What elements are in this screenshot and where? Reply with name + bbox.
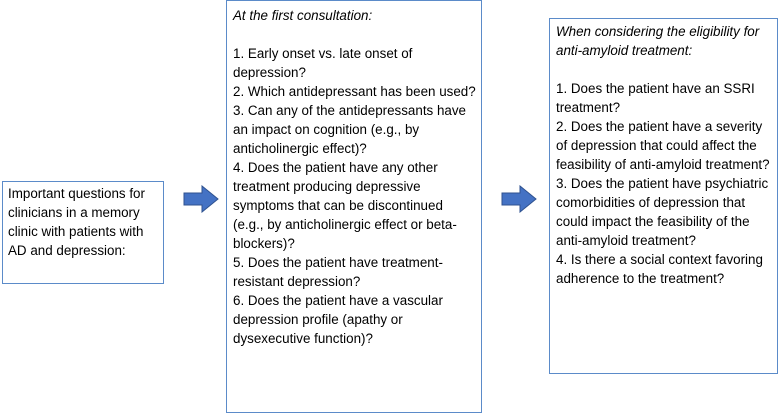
list-item: 1. Early onset vs. late onset of depression? (233, 46, 413, 80)
arrow-right-icon (183, 185, 219, 213)
intro-text: Important questions for clinicians in a memory clinic with patients with AD and depression: (8, 186, 145, 258)
anti-amyloid-eligibility-heading: When considering the eligibility for anti-amyloid treatment: (556, 24, 760, 58)
list-item: 3. Can any of the antidepressants have an impact on cognition (e.g., by anticholinergic effect)? (233, 103, 467, 156)
list-item: 1. Does the patient have an SSRI treatment? (556, 81, 755, 115)
anti-amyloid-eligibility-box (549, 18, 778, 374)
list-item: 4. Is there a social context favoring adherence to the treatment? (556, 252, 763, 286)
list-item: 2. Which antidepressant has been used? (233, 84, 476, 99)
first-consultation-heading: At the first consultation: (233, 8, 373, 23)
arrow-right-icon (501, 185, 537, 213)
list-item: 6. Does the patient have a vascular depression profile (apathy or dysexecutive function)? (233, 293, 443, 346)
list-item: 3. Does the patient have psychiatric comorbidities of depression that could impact the feasibility of the anti-amyloid treatment? (556, 176, 769, 248)
list-item: 4. Does the patient have any other treatment producing depressive symptoms that can be discontinued (e.g., by anticholinergic effect or beta-blockers)? (233, 160, 457, 251)
list-item: 5. Does the patient have treatment-resistant depression? (233, 255, 443, 289)
list-item: 2. Does the patient have a severity of depression that could affect the feasibility of anti-amyloid treatment? (556, 119, 770, 172)
first-consultation-box (226, 0, 482, 413)
intro-box (2, 181, 164, 284)
